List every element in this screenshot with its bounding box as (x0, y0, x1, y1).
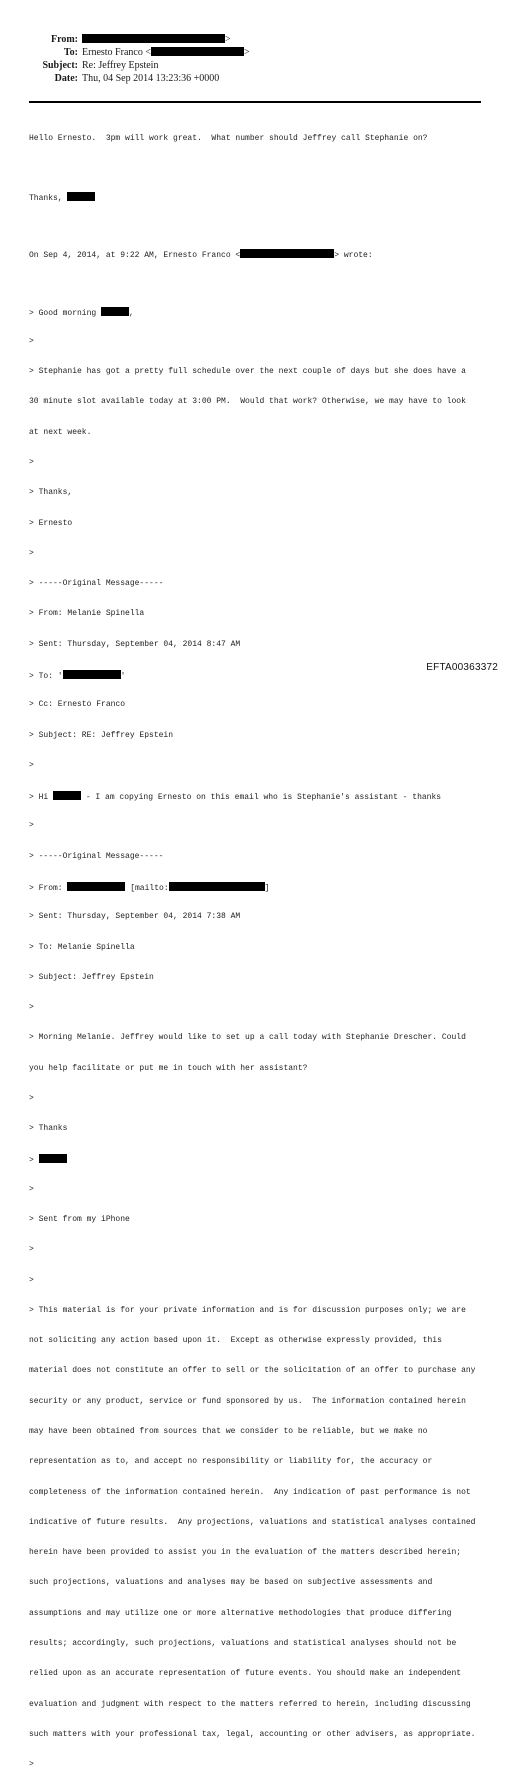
disclaimer-line: herein have been provided to assist you in the evaluation of the matters described herein; (29, 1548, 462, 1558)
disclaimer-line: such projections, valuations and analyses may be based on subjective assessments and (29, 1578, 433, 1588)
to-label: To: (63, 47, 78, 58)
quote-line: > (29, 1154, 489, 1164)
disclaimer-line: assumptions and may utilize one or more alternative methodologies that produce differing (29, 1608, 452, 1618)
quote-line: > Ernesto (29, 518, 73, 528)
quote-line: > (29, 1275, 34, 1285)
disclaimer-line: > This material is for your private information and is for discussion purposes only; we are (29, 1305, 466, 1315)
quote-line: > From: Melanie Spinella (29, 609, 145, 619)
quote-line: 30 minute slot available today at 3:00 PM. Would that work? Otherwise, we may have to look (29, 397, 466, 407)
quote-line: > From: [mailto: ] (29, 883, 270, 893)
date-label: Date: (54, 73, 78, 84)
quote-line: at next week. (29, 427, 92, 437)
redaction (39, 1154, 67, 1163)
subject-label: Subject: (42, 60, 78, 71)
date-row (0, 73, 300, 85)
from-row (0, 34, 300, 46)
redaction (82, 34, 225, 43)
redaction (63, 670, 121, 679)
quote-line: > Cc: Ernesto Franco (29, 700, 126, 710)
redaction (53, 791, 81, 800)
quote-line: > Sent: Thursday, September 04, 2014 7:38 AM (29, 912, 241, 922)
disclaimer-line: completeness of the information contained herein. Any indication of past performance is not (29, 1487, 471, 1497)
disclaimer-line: results; accordingly, such projections, valuations and statistical analyses should not be (29, 1638, 457, 1648)
disclaimer-line: representation as to, and accept no responsibility or liability for, the accuracy or (29, 1457, 433, 1467)
disclaimer-line: may have been obtained from sources that we consider to be reliable, but we make no (29, 1427, 428, 1436)
subject-row (0, 60, 300, 72)
quote-intro-line: On Sep 4, 2014, at 9:22 AM, Ernesto Franco < > wrote: (29, 251, 373, 261)
quote-line: > (29, 336, 34, 346)
quote-line: > -----Original Message----- (29, 579, 164, 589)
disclaimer-line: relied upon as an accurate representation of future events. You should make an independent (29, 1669, 462, 1679)
quote-line: > (29, 760, 34, 770)
email-body (29, 114, 489, 1780)
thanks-line: Thanks, (29, 192, 489, 202)
disclaimer-line: such matters with your professional tax, legal, accounting or other advisers, as appropriate. (29, 1729, 476, 1739)
to-row (0, 47, 300, 59)
date-value: Thu, 04 Sep 2014 13:23:36 +0000 (82, 73, 220, 84)
quote-line: > (29, 1245, 34, 1255)
disclaimer-line: not soliciting any action based upon it. Except as otherwise expressly provided, this (29, 1336, 442, 1346)
quote-line: > (29, 1760, 34, 1770)
from-value: > (82, 34, 231, 46)
quote-line: > Thanks, (29, 488, 73, 498)
quote-line: > (29, 1093, 34, 1103)
subject-value: Re: Jeffrey Epstein (82, 60, 159, 71)
redaction (101, 307, 129, 316)
from-label: From: (50, 34, 78, 45)
quote-line: > Morning Melanie. Jeffrey would like to set up a call today with Stephanie Drescher. Could (29, 1033, 466, 1043)
quote-line: > (29, 458, 34, 467)
to-value: Ernesto Franco < > (82, 47, 250, 58)
quote-line: > Sent: Thursday, September 04, 2014 8:47 AM (29, 639, 241, 649)
quote-line: > To: ' ' (29, 671, 126, 681)
quote-line: > Sent from my iPhone (29, 1215, 130, 1225)
quote-line: > -----Original Message----- (29, 851, 164, 861)
redaction (169, 882, 265, 891)
redaction (67, 192, 95, 201)
quote-line: > Stephanie has got a pretty full schedule over the next couple of days but she does have a (29, 367, 466, 377)
quote-line: > To: Melanie Spinella (29, 942, 135, 952)
document-id: EFTA00363372 (426, 662, 498, 673)
quote-line: you help facilitate or put me in touch with her assistant? (29, 1063, 308, 1073)
quote-line: > Hi - I am copying Ernesto on this email who is Stephanie's assistant - thanks (29, 793, 442, 803)
redaction (240, 249, 334, 258)
redaction (67, 882, 125, 891)
greeting-line: Hello Ernesto. 3pm will work great. What number should Jeffrey call Stephanie on? (29, 134, 428, 144)
header-divider (29, 101, 481, 103)
quote-line: > Thanks (29, 1124, 68, 1134)
disclaimer-line: material does not constitute an offer to sell or the solicitation of an offer to purchase any (29, 1366, 476, 1376)
quote-line: > Subject: RE: Jeffrey Epstein (29, 730, 174, 740)
quote-line: > Subject: Jeffrey Epstein (29, 972, 154, 982)
disclaimer-line: evaluation and judgment with respect to the matters referred to herein, including discussing (29, 1699, 471, 1709)
disclaimer-line: security or any product, service or fund sponsored by us. The information contained herein (29, 1396, 466, 1406)
disclaimer-line: indicative of future results. Any projections, valuations and statistical analyses contained (29, 1517, 476, 1527)
quote-line: > Good morning , (29, 308, 134, 318)
quote-line: > (29, 1003, 34, 1013)
redaction (151, 47, 244, 56)
quote-line: > (29, 1184, 34, 1194)
quote-line: > (29, 548, 34, 558)
quote-line: > (29, 821, 34, 831)
